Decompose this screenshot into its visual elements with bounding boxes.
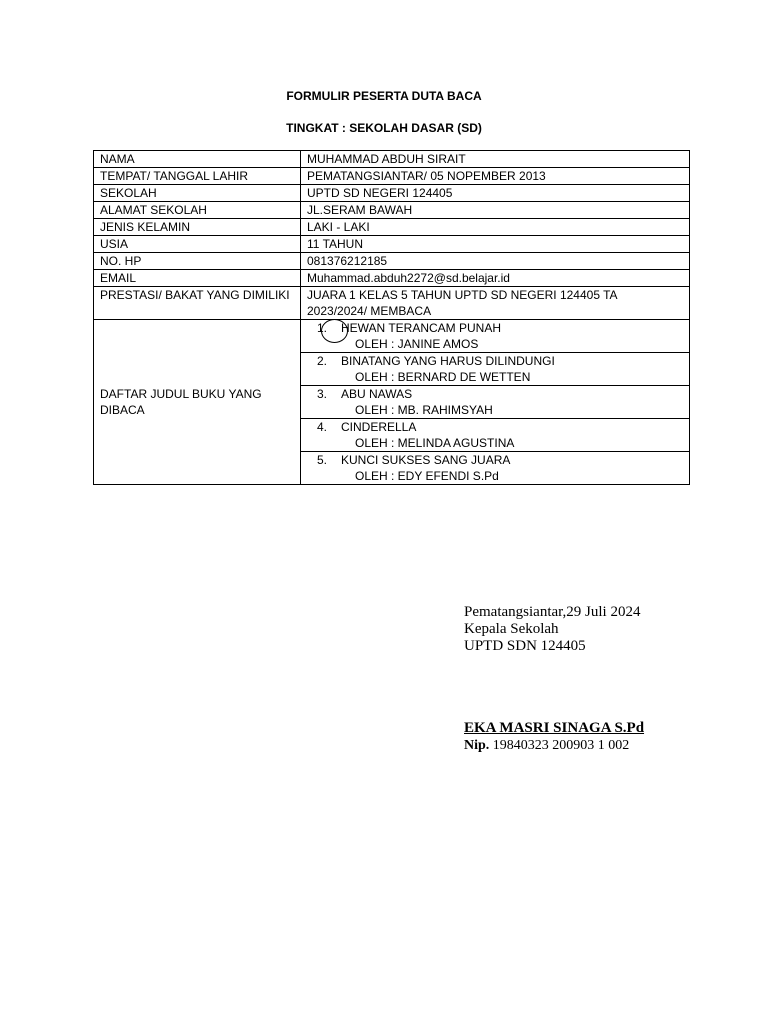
books-label-line: DIBACA — [100, 403, 145, 417]
nip-value: 19840323 200903 1 002 — [492, 738, 630, 753]
field-value: 081376212185 — [301, 253, 690, 270]
table-row — [94, 236, 690, 253]
table-row — [94, 320, 690, 353]
book-item — [301, 452, 690, 485]
participant-table — [93, 150, 690, 485]
table-row — [94, 219, 690, 236]
book-title: ABU NAWAS — [341, 387, 413, 401]
field-value: 11 TAHUN — [301, 236, 690, 253]
field-label: SEKOLAH — [94, 185, 301, 202]
field-label: NO. HP — [94, 253, 301, 270]
books-label-line: DAFTAR JUDUL BUKU YANG — [100, 387, 262, 401]
signature-nip — [464, 737, 629, 754]
field-value: PEMATANGSIANTAR/ 05 NOPEMBER 2013 — [301, 168, 690, 185]
book-item — [301, 353, 690, 386]
table-row — [94, 185, 690, 202]
book-title: KUNCI SUKSES SANG JUARA — [341, 453, 511, 467]
field-value: JL.SERAM BAWAH — [301, 202, 690, 219]
form-title: FORMULIR PESERTA DUTA BACA — [286, 89, 482, 103]
book-author: OLEH : JANINE AMOS — [355, 337, 479, 351]
field-value: LAKI - LAKI — [301, 219, 690, 236]
field-value: UPTD SD NEGERI 124405 — [301, 185, 690, 202]
field-label: USIA — [94, 236, 301, 253]
book-title: CINDERELLA — [341, 420, 417, 434]
signature-school: UPTD SDN 124405 — [464, 638, 586, 654]
field-value: MUHAMMAD ABDUH SIRAIT — [301, 151, 690, 168]
field-label: NAMA — [94, 151, 301, 168]
book-number: 5. — [316, 453, 327, 467]
table-row — [94, 270, 690, 287]
field-value[interactable]: Muhammad.abduh2272@sd.belajar.id — [301, 270, 690, 287]
book-author: OLEH : MELINDA AGUSTINA — [355, 436, 515, 450]
prestasi-line: JUARA 1 KELAS 5 TAHUN UPTD SD NEGERI 124405 TA — [307, 288, 618, 302]
signature-position: Kepala Sekolah — [464, 621, 559, 637]
circle-annotation — [321, 319, 348, 343]
book-number: 4. — [316, 420, 327, 434]
book-title: BINATANG YANG HARUS DILINDUNGI — [341, 354, 555, 368]
table-row — [94, 202, 690, 219]
field-label: EMAIL — [94, 270, 301, 287]
field-label: JENIS KELAMIN — [94, 219, 301, 236]
book-item — [301, 386, 690, 419]
form-subtitle: TINGKAT : SEKOLAH DASAR (SD) — [286, 121, 482, 135]
table-row — [94, 287, 690, 320]
books-label — [94, 320, 301, 485]
book-number: 3. — [316, 387, 327, 401]
nip-label: Nip. — [464, 738, 490, 753]
field-label: ALAMAT SEKOLAH — [94, 202, 301, 219]
book-author: OLEH : EDY EFENDI S.Pd — [355, 469, 499, 483]
prestasi-line: 2023/2024/ MEMBACA — [307, 304, 432, 318]
book-number: 1. — [316, 321, 327, 335]
signature-name: EKA MASRI SINAGA S.Pd — [464, 720, 645, 736]
table-row — [94, 168, 690, 185]
book-item — [301, 419, 690, 452]
table-row — [94, 151, 690, 168]
book-title: HEWAN TERANCAM PUNAH — [341, 321, 502, 335]
book-author: OLEH : MB. RAHIMSYAH — [355, 403, 493, 417]
field-value — [301, 287, 690, 320]
book-author: OLEH : BERNARD DE WETTEN — [355, 370, 531, 384]
book-number: 2. — [316, 354, 327, 368]
field-label: TEMPAT/ TANGGAL LAHIR — [94, 168, 301, 185]
book-item — [301, 320, 690, 353]
field-label: PRESTASI/ BAKAT YANG DIMILIKI — [94, 287, 301, 320]
table-row — [94, 253, 690, 270]
signature-place-date: Pematangsiantar,29 Juli 2024 — [464, 604, 641, 620]
